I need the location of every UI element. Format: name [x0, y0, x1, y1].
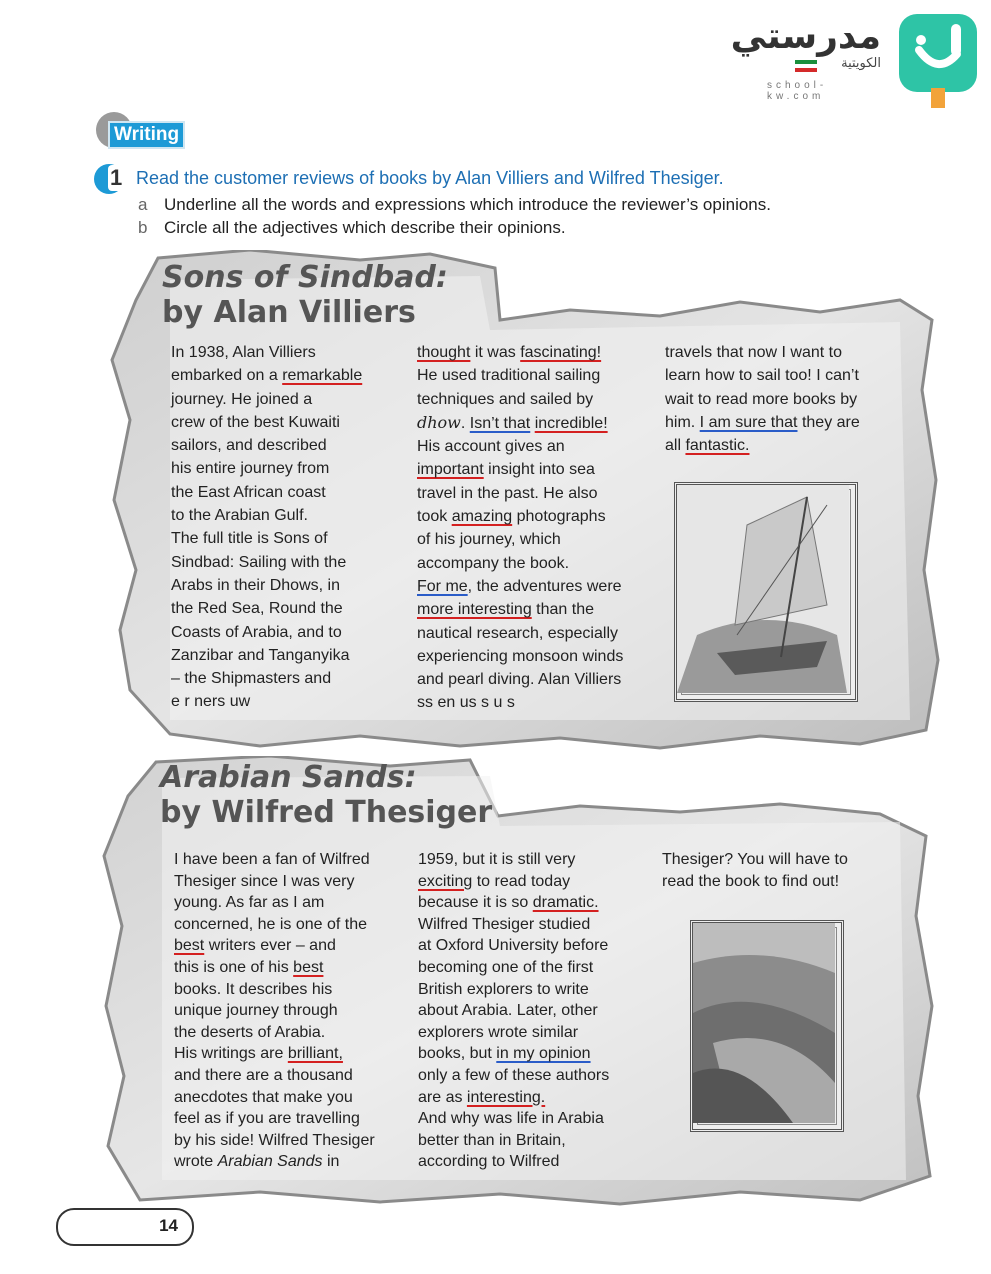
logo-url: school-kw.com: [767, 80, 828, 102]
review2-column-3: Thesiger? You will have to read the book to find out!: [662, 851, 848, 890]
logo-title: مدرستي: [730, 16, 881, 57]
section-label: Writing: [108, 121, 185, 149]
page-number: 14: [159, 1216, 178, 1235]
desert-dunes-illustration: [690, 920, 844, 1132]
review1-author: by Alan Villiers: [162, 295, 416, 330]
review-sindbad-paper: [100, 250, 940, 750]
exercise-instruction: Read the customer reviews of books by Alan Villiers and Wilfred Thesiger.: [136, 168, 724, 188]
page-number-pill: [56, 1208, 194, 1246]
section-tag: [96, 112, 196, 152]
sub-instruction-a: a Underline all the words and expressions which introduce the reviewer’s opinions.: [138, 195, 771, 214]
review1-column-1: In 1938, Alan Villiers embarked on a remarkable journey. He joined a crew of the best Kuwaiti sailors, and described his entire journey from the East African coast to the Arabian Gulf. The full title is Sons of Sindbad: Sailing with the Arabs in their Dhows, in the Red Sea, Round the Coasts of Arabia, and to Zanzibar and Tanganyika – the Shipmasters and e r ners uw: [171, 344, 363, 711]
review-arabian-sands-paper: [100, 756, 940, 1208]
school-logo: [730, 8, 977, 108]
review2-title: Arabian Sands:: [160, 760, 417, 795]
logo-badge-icon: [899, 14, 977, 92]
review2-author: by Wilfred Thesiger: [160, 795, 493, 830]
review2-column-1: I have been a fan of Wilfred Thesiger since I was very young. As far as I am concerned, he is one of the best writers ever – and this is one of his best books. It describes his unique journey through the deserts of Arabia. His writings are brilliant, and there are a thousand anecdotes that make you feel as if you are travelling by his side! Wilfred Thesiger wrote Arabian Sands in: [174, 851, 375, 1171]
review2-column-2: 1959, but it is still very exciting to read today because it is so dramatic. Wilfred Thesiger studied at Oxford University before becoming one of the first British explorers to write about Arabia. Later, other explorers wrote similar books, but in my opinion only a few of these authors are as interesting. And why was life in Arabia better than in Britain, according to Wilfred: [418, 851, 610, 1171]
review2-title-block: [160, 760, 492, 830]
review1-title: Sons of Sindbad:: [162, 260, 448, 295]
review1-title-block: [162, 260, 448, 330]
exercise-number: 1: [110, 165, 123, 190]
sub-instruction-b: b Circle all the adjectives which describe their opinions.: [138, 218, 566, 237]
exercise-number-badge: [94, 164, 124, 194]
logo-subtitle: الكويتية: [841, 56, 881, 71]
dhow-ship-illustration: [674, 482, 858, 702]
kuwait-flag-icon: [795, 60, 817, 72]
review1-column-2: thought it was fascinating! He used traditional sailing techniques and sailed by dhow. Isn’t that incredible! His account gives an important insight into sea travel in the past. He also took amazing photographs of his journey, which accompany the book. For me, the adventures were more interesting than the nautical research, especially experiencing monsoon winds and pearl diving. Alan Villiers ss en us s u s: [417, 344, 624, 712]
review1-column-3: travels that now I want to learn how to sail too! I can’t wait to read more books by him. I am sure that they are all fantastic.: [665, 344, 860, 455]
